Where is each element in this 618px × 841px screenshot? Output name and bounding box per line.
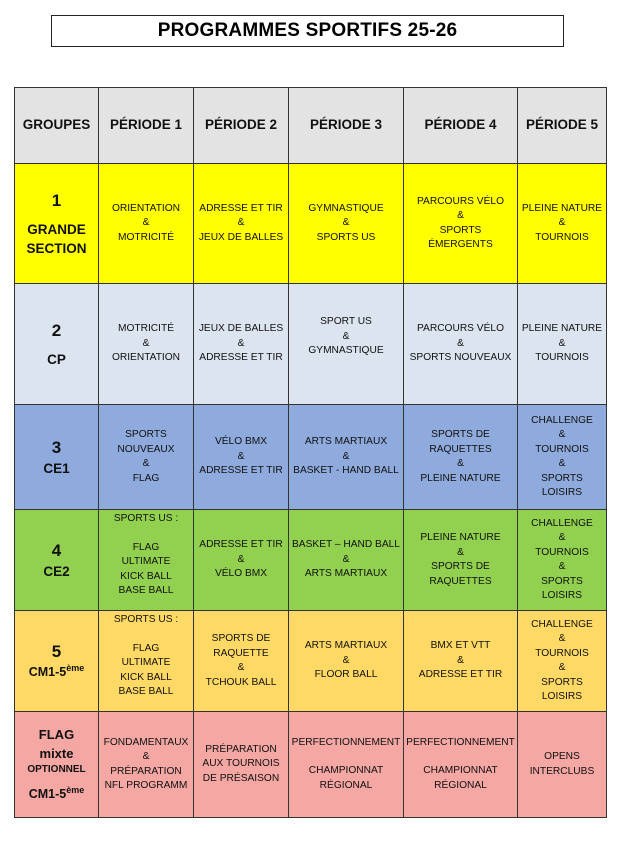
cell-line: PERFECTIONNEMENT: [406, 736, 515, 748]
cell-line: RAQUETTES: [429, 575, 492, 587]
cell-line: ULTIMATE: [121, 657, 171, 668]
cell-line: TOURNOIS: [535, 546, 589, 558]
cell-line: PARCOURS VÉLO: [417, 195, 504, 207]
group-label: GRANDE: [27, 221, 86, 237]
cell-line: SPORTS US: [316, 231, 376, 243]
cell-line: &: [558, 662, 566, 673]
cell-line: &: [237, 450, 245, 462]
cell-line: SPORTS: [125, 429, 167, 440]
cell-line: &: [342, 450, 350, 462]
group-label: OPTIONNEL: [27, 764, 86, 775]
page-title: PROGRAMMES SPORTIFS 25-26: [51, 15, 564, 47]
cell-line: KICK BALL: [120, 570, 172, 582]
cell-line: PARCOURS VÉLO: [417, 323, 504, 335]
period-cell: [518, 510, 607, 611]
cell-line: NOUVEAUX: [117, 443, 175, 455]
cell-line: FONDAMENTAUX: [103, 736, 189, 748]
cell-line: SPORTS DE: [431, 429, 490, 440]
cell-line: RÉGIONAL: [319, 779, 373, 791]
cell-line: &: [558, 429, 566, 440]
period-cell: [99, 611, 194, 712]
program-table: [14, 87, 607, 818]
cell-line: [101, 527, 191, 541]
cell-line: AUX TOURNOIS: [202, 758, 280, 770]
cell-line: BASKET – HAND BALL: [292, 539, 400, 551]
group-number: FLAG: [38, 727, 75, 742]
period-cell: [194, 611, 289, 712]
cell-line: FLAG: [132, 472, 160, 484]
header-periode-4: PÉRIODE 4: [404, 88, 518, 164]
cell-line: CHAMPIONNAT: [423, 765, 498, 777]
table-row: [15, 611, 607, 712]
cell-line: &: [558, 633, 566, 644]
cell-line: &: [558, 458, 566, 469]
cell-line: ADRESSE ET TIR: [199, 539, 283, 551]
table-row: [15, 164, 607, 284]
cell-line: FLOOR BALL: [314, 669, 378, 681]
cell-line: OPENS: [544, 751, 580, 762]
period-cell: [99, 712, 194, 818]
period-cell: [404, 611, 518, 712]
period-cell: [404, 164, 518, 284]
period-cell: [518, 405, 607, 510]
cell-line: SPORTS DE: [431, 561, 490, 572]
group-number: 1: [51, 190, 62, 210]
cell-line: RAQUETTES: [429, 443, 492, 455]
group-number: 5: [51, 641, 62, 661]
cell-line: [101, 628, 191, 642]
group-label-sup: ème: [66, 784, 85, 795]
group-label: CE1: [43, 460, 70, 476]
cell-line: ARTS MARTIAUX: [304, 436, 388, 448]
period-cell: [404, 284, 518, 405]
table-row: [15, 405, 607, 510]
header-groupes: GROUPES: [15, 88, 99, 164]
cell-line: FLAG: [132, 541, 160, 553]
cell-line: NFL PROGRAMM: [104, 780, 188, 791]
group-cell: [15, 611, 99, 712]
cell-line: CHAMPIONNAT: [308, 765, 384, 777]
cell-line: ADRESSE ET TIR: [418, 669, 503, 681]
cell-line: MOTRICITÉ: [117, 323, 175, 335]
cell-line: ULTIMATE: [121, 556, 171, 567]
cell-line: FLAG: [132, 642, 160, 654]
cell-line: ADRESSE ET TIR: [199, 465, 283, 477]
group-label: SECTION: [26, 240, 87, 256]
cell-line: DE PRÉSAISON: [202, 772, 280, 784]
cell-line: KICK BALL: [120, 671, 172, 683]
period-cell: [518, 284, 607, 405]
cell-line: ORIENTATION: [111, 352, 181, 364]
cell-line: GYMNASTIQUE: [308, 345, 384, 357]
cell-line: MOTRICITÉ: [117, 231, 175, 243]
cell-line: &: [558, 217, 566, 229]
cell-line: &: [558, 561, 566, 572]
header-row: [15, 88, 607, 164]
cell-line: BASE BALL: [118, 686, 174, 697]
cell-line: BMX ET VTT: [430, 640, 491, 652]
group-cell: [15, 712, 99, 818]
cell-line: ADRESSE ET TIR: [199, 352, 283, 364]
group-label-sup: ème: [66, 662, 85, 673]
period-cell: [518, 164, 607, 284]
cell-line: &: [142, 217, 150, 229]
group-number: 3: [51, 437, 62, 457]
group-label-text: CM1-5: [28, 664, 67, 679]
cell-line: ADRESSE ET TIR: [199, 202, 283, 214]
cell-line: SPORT US: [320, 316, 372, 328]
period-cell: [289, 284, 404, 405]
table-row: [15, 712, 607, 818]
group-label: CP: [47, 351, 66, 367]
cell-line: &: [457, 546, 464, 558]
cell-line: ARTS MARTIAUX: [304, 640, 388, 652]
header-periode-1: PÉRIODE 1: [99, 88, 194, 164]
group-label: [17, 785, 96, 804]
group-cell: [15, 405, 99, 510]
cell-line: &: [558, 337, 566, 349]
cell-line: &: [142, 751, 150, 762]
cell-line: &: [237, 553, 245, 565]
cell-line: TOURNOIS: [535, 443, 589, 455]
period-cell: [99, 164, 194, 284]
cell-line: SPORTS LOISIRS: [541, 676, 583, 702]
cell-line: SPORTS LOISIRS: [541, 575, 583, 601]
group-cell: [15, 284, 99, 405]
cell-line: SPORTS US :: [113, 614, 179, 625]
period-cell: [289, 164, 404, 284]
cell-line: TOURNOIS: [535, 231, 589, 243]
cell-line: SPORTS US :: [113, 513, 179, 524]
cell-line: CHALLENGE: [531, 517, 593, 529]
cell-line: [406, 750, 515, 764]
cell-line: &: [142, 458, 150, 469]
group-number: 2: [51, 320, 62, 340]
header-periode-5: PÉRIODE 5: [518, 88, 607, 164]
cell-line: &: [457, 337, 464, 349]
cell-line: TCHOUK BALL: [205, 676, 277, 688]
period-cell: [194, 510, 289, 611]
header-periode-3: PÉRIODE 3: [289, 88, 404, 164]
period-cell: [289, 510, 404, 611]
header-periode-2: PÉRIODE 2: [194, 88, 289, 164]
cell-line: PLEINE NATURE: [521, 202, 603, 214]
cell-line: &: [237, 217, 245, 229]
cell-line: ARTS MARTIAUX: [304, 568, 388, 580]
cell-line: &: [558, 532, 566, 543]
cell-line: [291, 750, 401, 764]
group-label: [17, 663, 96, 682]
period-cell: [194, 405, 289, 510]
cell-line: SPORTS LOISIRS: [541, 472, 583, 498]
cell-line: &: [342, 553, 350, 565]
period-cell: [518, 611, 607, 712]
cell-line: JEUX DE BALLES: [198, 231, 284, 243]
cell-line: SPORTS DE: [211, 633, 271, 644]
group-cell: [15, 164, 99, 284]
cell-line: CHALLENGE: [531, 618, 593, 630]
cell-line: &: [237, 337, 245, 349]
period-cell: [404, 510, 518, 611]
group-label: mixte: [39, 746, 74, 761]
cell-line: BASE BALL: [118, 585, 174, 596]
period-cell: [289, 611, 404, 712]
cell-line: &: [457, 458, 464, 469]
cell-line: TOURNOIS: [535, 352, 589, 364]
group-cell: [15, 510, 99, 611]
cell-line: BASKET - HAND BALL: [293, 465, 399, 477]
cell-line: PRÉPARATION: [205, 743, 277, 755]
period-cell: [404, 712, 518, 818]
period-cell: [99, 510, 194, 611]
cell-line: &: [342, 330, 350, 342]
cell-line: &: [457, 210, 464, 221]
table-row: [15, 510, 607, 611]
cell-line: ORIENTATION: [111, 202, 181, 214]
group-label: CE2: [43, 563, 70, 579]
period-cell: [99, 405, 194, 510]
period-cell: [289, 405, 404, 510]
cell-line: &: [457, 654, 464, 666]
cell-line: TOURNOIS: [535, 647, 589, 659]
period-cell: [518, 712, 607, 818]
cell-line: VÉLO BMX: [214, 436, 268, 448]
cell-line: VÉLO BMX: [214, 568, 268, 580]
period-cell: [194, 712, 289, 818]
group-number: 4: [51, 540, 62, 560]
cell-line: SPORTS NOUVEAUX: [409, 352, 512, 364]
group-label-text: CM1-5: [28, 787, 67, 801]
cell-line: &: [142, 337, 150, 349]
cell-line: &: [237, 662, 245, 673]
cell-line: INTERCLUBS: [529, 765, 595, 777]
cell-line: RAQUETTE: [213, 647, 269, 659]
cell-line: PRÉPARATION: [110, 765, 182, 777]
cell-line: PLEINE NATURE: [420, 472, 501, 484]
cell-line: GYMNASTIQUE: [308, 202, 384, 214]
table-row: [15, 284, 607, 405]
period-cell: [99, 284, 194, 405]
cell-line: PLEINE NATURE: [420, 532, 501, 543]
period-cell: [194, 164, 289, 284]
cell-line: PLEINE NATURE: [521, 323, 603, 335]
cell-line: JEUX DE BALLES: [198, 323, 284, 335]
cell-line: &: [342, 217, 350, 229]
cell-line: RÉGIONAL: [434, 779, 487, 791]
period-cell: [194, 284, 289, 405]
period-cell: [404, 405, 518, 510]
cell-line: &: [342, 654, 350, 666]
cell-line: CHALLENGE: [531, 414, 593, 426]
cell-line: SPORTS ÉMERGENTS: [428, 224, 493, 250]
period-cell: [289, 712, 404, 818]
cell-line: PERFECTIONNEMENT: [291, 736, 401, 748]
